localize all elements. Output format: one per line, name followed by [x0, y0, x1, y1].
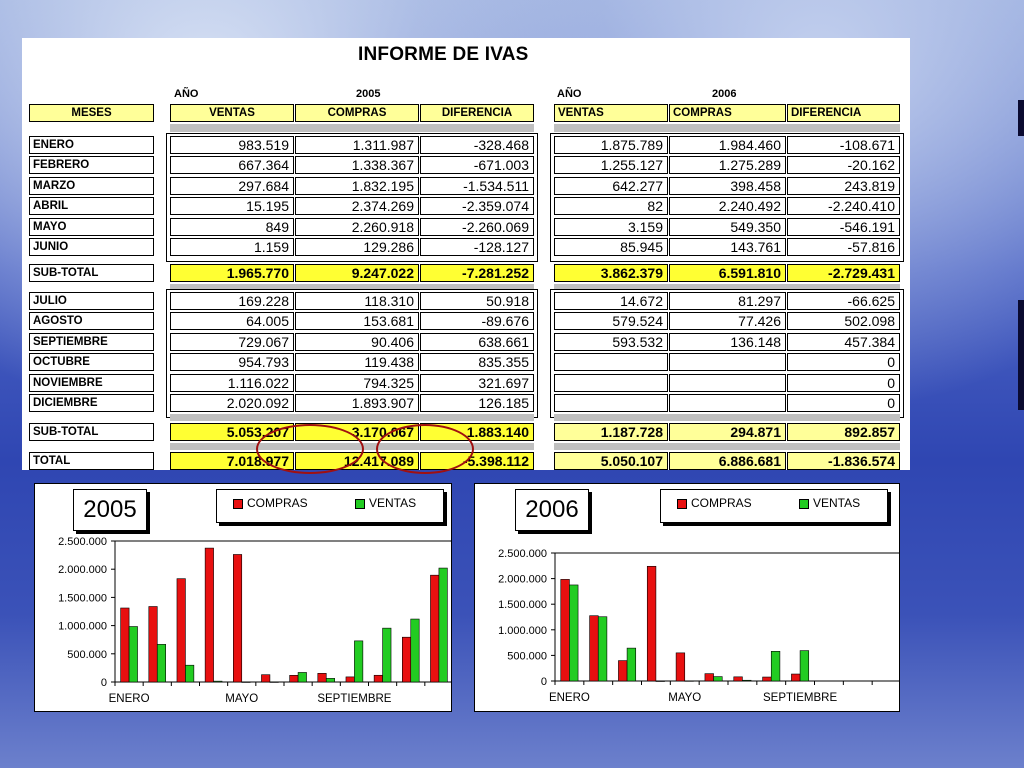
subtotal-1-ventas-2005: 1.965.770: [170, 264, 294, 282]
compras-swatch: [677, 499, 687, 509]
row-separator: [554, 414, 900, 421]
compras-2006-cell: 136.148: [669, 333, 786, 351]
compras-2006-cell: 549.350: [669, 218, 786, 236]
bar-ventas-diciembre: [439, 568, 447, 682]
compras-2005-cell: 118.310: [295, 292, 419, 310]
bar-compras-diciembre: [430, 575, 438, 682]
header-compras-2006: COMPRAS: [669, 104, 786, 122]
diferencia-2006-cell: -66.625: [787, 292, 900, 310]
ventas-2006-cell: [554, 353, 668, 371]
header-ventas-2005: VENTAS: [170, 104, 294, 122]
row-separator: [170, 414, 534, 421]
bar-compras-marzo: [618, 661, 627, 681]
compras-2005-cell: 90.406: [295, 333, 419, 351]
chart-2005-title: 2005: [73, 489, 147, 531]
ventas-2006-cell: 3.159: [554, 218, 668, 236]
diferencia-2005-cell: -2.260.069: [420, 218, 534, 236]
legend-compras-label: COMPRAS: [247, 496, 308, 510]
subtotal-2-diferencia-2005: 1.883.140: [420, 423, 534, 441]
bar-ventas-abril: [214, 681, 222, 682]
compras-2005-cell: 794.325: [295, 374, 419, 392]
row-separator: [554, 443, 900, 450]
ventas-2006-cell: 85.945: [554, 238, 668, 256]
compras-swatch: [233, 499, 243, 509]
bar-ventas-febrero: [157, 644, 165, 682]
ventas-2005-cell: 15.195: [170, 197, 294, 215]
ventas-2006-cell: 579.524: [554, 312, 668, 330]
bar-ventas-agosto: [326, 678, 334, 682]
compras-2005-cell: 1.311.987: [295, 136, 419, 154]
ventas-2005-cell: 983.519: [170, 136, 294, 154]
x-tick-label: ENERO: [108, 693, 150, 705]
row-separator: [170, 124, 534, 132]
diferencia-2006-cell: 502.098: [787, 312, 900, 330]
bar-ventas-febrero: [598, 617, 607, 681]
diferencia-2006-cell: -108.671: [787, 136, 900, 154]
header-ventas-2006: VENTAS: [554, 104, 668, 122]
bar-compras-junio: [705, 674, 714, 681]
subtotal-2-compras-2005: 3.170.067: [295, 423, 419, 441]
month-label: FEBRERO: [29, 156, 154, 174]
bar-ventas-mayo: [685, 681, 694, 682]
edge-mark: [1018, 100, 1024, 136]
compras-2006-cell: [669, 374, 786, 392]
header-diferencia-2005: DIFERENCIA: [420, 104, 534, 122]
compras-2006-cell: [669, 353, 786, 371]
ventas-2006-cell: 593.532: [554, 333, 668, 351]
month-label: DICIEMBRE: [29, 394, 154, 412]
highlight-circle-compras: [256, 424, 364, 474]
total-diferencia-2006: -1.836.574: [787, 452, 900, 470]
year-2006: 2006: [712, 88, 737, 100]
bar-ventas-junio: [270, 682, 278, 683]
ventas-2005-cell: 2.020.092: [170, 394, 294, 412]
bar-compras-mayo: [233, 554, 241, 682]
compras-2005-cell: 119.438: [295, 353, 419, 371]
y-tick-label: 2.000.000: [58, 564, 107, 577]
y-tick-label: 2.000.000: [498, 573, 547, 586]
compras-2005-cell: 2.260.918: [295, 218, 419, 236]
total-compras-2006: 6.886.681: [669, 452, 786, 470]
legend-ventas: [799, 496, 860, 510]
compras-2005-cell: 1.338.367: [295, 156, 419, 174]
diferencia-2005-cell: 126.185: [420, 394, 534, 412]
compras-2005-cell: 2.374.269: [295, 197, 419, 215]
diferencia-2006-cell: 457.384: [787, 333, 900, 351]
bar-compras-febrero: [149, 607, 157, 682]
month-label: MAYO: [29, 218, 154, 236]
ventas-2005-cell: 64.005: [170, 312, 294, 330]
bar-compras-enero: [561, 579, 570, 681]
year-label-2006: AÑO: [557, 88, 582, 100]
legend-compras: [677, 496, 752, 510]
diferencia-2005-cell: 835.355: [420, 353, 534, 371]
header-compras-2005: COMPRAS: [295, 104, 419, 122]
bar-compras-agosto: [318, 673, 326, 682]
bar-compras-noviembre: [402, 637, 410, 682]
subtotal-1-diferencia-2005: -7.281.252: [420, 264, 534, 282]
compras-2005-cell: 1.893.907: [295, 394, 419, 412]
subtotal-2-compras-2006: 294.871: [669, 423, 786, 441]
bar-ventas-abril: [656, 681, 665, 682]
bar-ventas-junio: [714, 677, 723, 681]
year-2005: 2005: [356, 88, 381, 100]
bar-compras-julio: [290, 675, 298, 682]
y-tick-label: 1.000.000: [58, 620, 107, 633]
edge-mark: [1018, 300, 1024, 410]
ventas-2006-cell: 1.255.127: [554, 156, 668, 174]
ventas-2005-cell: 729.067: [170, 333, 294, 351]
compras-2005-cell: 153.681: [295, 312, 419, 330]
diferencia-2006-cell: -2.240.410: [787, 197, 900, 215]
ventas-2006-cell: [554, 374, 668, 392]
y-tick-label: 500.000: [67, 648, 107, 661]
ventas-2006-cell: 14.672: [554, 292, 668, 310]
bar-compras-junio: [261, 675, 269, 682]
month-label: JUNIO: [29, 238, 154, 256]
diferencia-2005-cell: -128.127: [420, 238, 534, 256]
chart-2005-legend: [216, 489, 444, 523]
month-label: SEPTIEMBRE: [29, 333, 154, 351]
compras-2006-cell: 2.240.492: [669, 197, 786, 215]
ventas-2006-cell: 82: [554, 197, 668, 215]
ventas-2005-cell: 1.159: [170, 238, 294, 256]
total-compras-2005: 12.417.089: [295, 452, 419, 470]
chart-2006-legend: [660, 489, 888, 523]
ventas-2005-cell: 1.116.022: [170, 374, 294, 392]
month-label: NOVIEMBRE: [29, 374, 154, 392]
legend-compras: [233, 496, 308, 510]
bar-compras-agosto: [763, 677, 772, 681]
subtotal-1-compras-2005: 9.247.022: [295, 264, 419, 282]
bar-ventas-julio: [742, 680, 751, 681]
diferencia-2005-cell: 50.918: [420, 292, 534, 310]
diferencia-2006-cell: 0: [787, 374, 900, 392]
bar-ventas-agosto: [771, 651, 780, 681]
diferencia-2006-cell: -57.816: [787, 238, 900, 256]
subtotal-2-diferencia-2006: 892.857: [787, 423, 900, 441]
legend-ventas: [355, 496, 416, 510]
ventas-2005-cell: 297.684: [170, 177, 294, 195]
bar-ventas-marzo: [627, 648, 636, 681]
total-diferencia-2005: -5.398.112: [420, 452, 534, 470]
subtotal-1-diferencia-2006: -2.729.431: [787, 264, 900, 282]
bar-ventas-septiembre: [800, 651, 809, 681]
bar-compras-marzo: [177, 579, 185, 682]
total-label: TOTAL: [29, 452, 154, 470]
y-tick-label: 0: [100, 677, 107, 689]
month-label: ENERO: [29, 136, 154, 154]
diferencia-2006-cell: -20.162: [787, 156, 900, 174]
diferencia-2005-cell: -89.676: [420, 312, 534, 330]
diferencia-2005-cell: -671.003: [420, 156, 534, 174]
compras-2005-cell: 1.832.195: [295, 177, 419, 195]
ventas-2006-cell: [554, 394, 668, 412]
diferencia-2006-cell: 0: [787, 394, 900, 412]
bar-ventas-marzo: [185, 665, 193, 682]
diferencia-2005-cell: -2.359.074: [420, 197, 534, 215]
compras-2006-cell: 1.984.460: [669, 136, 786, 154]
subtotal-2-ventas-2006: 1.187.728: [554, 423, 668, 441]
ventas-2005-cell: 849: [170, 218, 294, 236]
diferencia-2005-cell: 638.661: [420, 333, 534, 351]
compras-2006-cell: 1.275.289: [669, 156, 786, 174]
diferencia-2006-cell: 0: [787, 353, 900, 371]
y-tick-label: 2.500.000: [58, 536, 107, 548]
y-tick-label: 500.000: [507, 650, 547, 663]
bar-ventas-septiembre: [354, 641, 362, 682]
subtotal-1-compras-2006: 6.591.810: [669, 264, 786, 282]
legend-compras-label: COMPRAS: [691, 496, 752, 510]
legend-ventas-label: VENTAS: [813, 496, 861, 510]
x-tick-label: SEPTIEMBRE: [763, 692, 838, 704]
month-label: AGOSTO: [29, 312, 154, 330]
bar-ventas-mayo: [242, 682, 250, 683]
month-label: MARZO: [29, 177, 154, 195]
ventas-2006-cell: 642.277: [554, 177, 668, 195]
subtotal-2-ventas-2005: 5.053.207: [170, 423, 294, 441]
bar-compras-enero: [121, 608, 129, 682]
row-separator: [554, 124, 900, 132]
diferencia-2005-cell: -1.534.511: [420, 177, 534, 195]
diferencia-2006-cell: -546.191: [787, 218, 900, 236]
compras-2006-cell: 143.761: [669, 238, 786, 256]
ventas-swatch: [355, 499, 365, 509]
month-label: JULIO: [29, 292, 154, 310]
y-tick-label: 2.500.000: [498, 548, 547, 560]
x-tick-label: ENERO: [548, 692, 590, 704]
diferencia-2005-cell: 321.697: [420, 374, 534, 392]
bar-compras-octubre: [374, 675, 382, 682]
bar-ventas-enero: [569, 585, 578, 681]
bar-compras-abril: [205, 548, 213, 682]
total-ventas-2005: 7.018.977: [170, 452, 294, 470]
total-ventas-2006: 5.050.107: [554, 452, 668, 470]
bar-compras-mayo: [676, 653, 685, 681]
y-tick-label: 0: [540, 676, 547, 688]
bar-compras-julio: [734, 677, 743, 681]
bar-compras-septiembre: [346, 677, 354, 682]
bar-ventas-octubre: [383, 628, 391, 682]
compras-2006-cell: 81.297: [669, 292, 786, 310]
x-tick-label: MAYO: [668, 692, 702, 704]
compras-2006-cell: 398.458: [669, 177, 786, 195]
bar-ventas-enero: [129, 627, 137, 682]
month-label: OCTUBRE: [29, 353, 154, 371]
compras-2005-cell: 129.286: [295, 238, 419, 256]
y-tick-label: 1.500.000: [58, 592, 107, 605]
y-tick-label: 1.500.000: [498, 599, 547, 612]
bar-compras-septiembre: [791, 674, 800, 681]
compras-2006-cell: [669, 394, 786, 412]
report-title: INFORME DE IVAS: [358, 44, 529, 65]
bar-ventas-julio: [298, 672, 306, 682]
bar-compras-febrero: [590, 616, 599, 681]
ventas-2005-cell: 954.793: [170, 353, 294, 371]
subtotal-2-label: SUB-TOTAL: [29, 423, 154, 441]
bar-compras-abril: [647, 566, 656, 681]
month-label: ABRIL: [29, 197, 154, 215]
header-diferencia-2006: DIFERENCIA: [787, 104, 900, 122]
y-tick-label: 1.000.000: [498, 624, 547, 637]
ventas-2005-cell: 169.228: [170, 292, 294, 310]
ventas-2005-cell: 667.364: [170, 156, 294, 174]
ventas-2006-cell: 1.875.789: [554, 136, 668, 154]
highlight-circle-diferencia: [376, 424, 474, 474]
compras-2006-cell: 77.426: [669, 312, 786, 330]
subtotal-1-ventas-2006: 3.862.379: [554, 264, 668, 282]
bar-ventas-noviembre: [411, 619, 419, 682]
year-label-2005: AÑO: [174, 88, 199, 100]
x-tick-label: MAYO: [225, 693, 259, 705]
legend-ventas-label: VENTAS: [369, 496, 417, 510]
header-meses: MESES: [29, 104, 154, 122]
ventas-swatch: [799, 499, 809, 509]
chart-2006-title: 2006: [515, 489, 589, 531]
diferencia-2006-cell: 243.819: [787, 177, 900, 195]
subtotal-1-label: SUB-TOTAL: [29, 264, 154, 282]
diferencia-2005-cell: -328.468: [420, 136, 534, 154]
x-tick-label: SEPTIEMBRE: [317, 693, 392, 705]
